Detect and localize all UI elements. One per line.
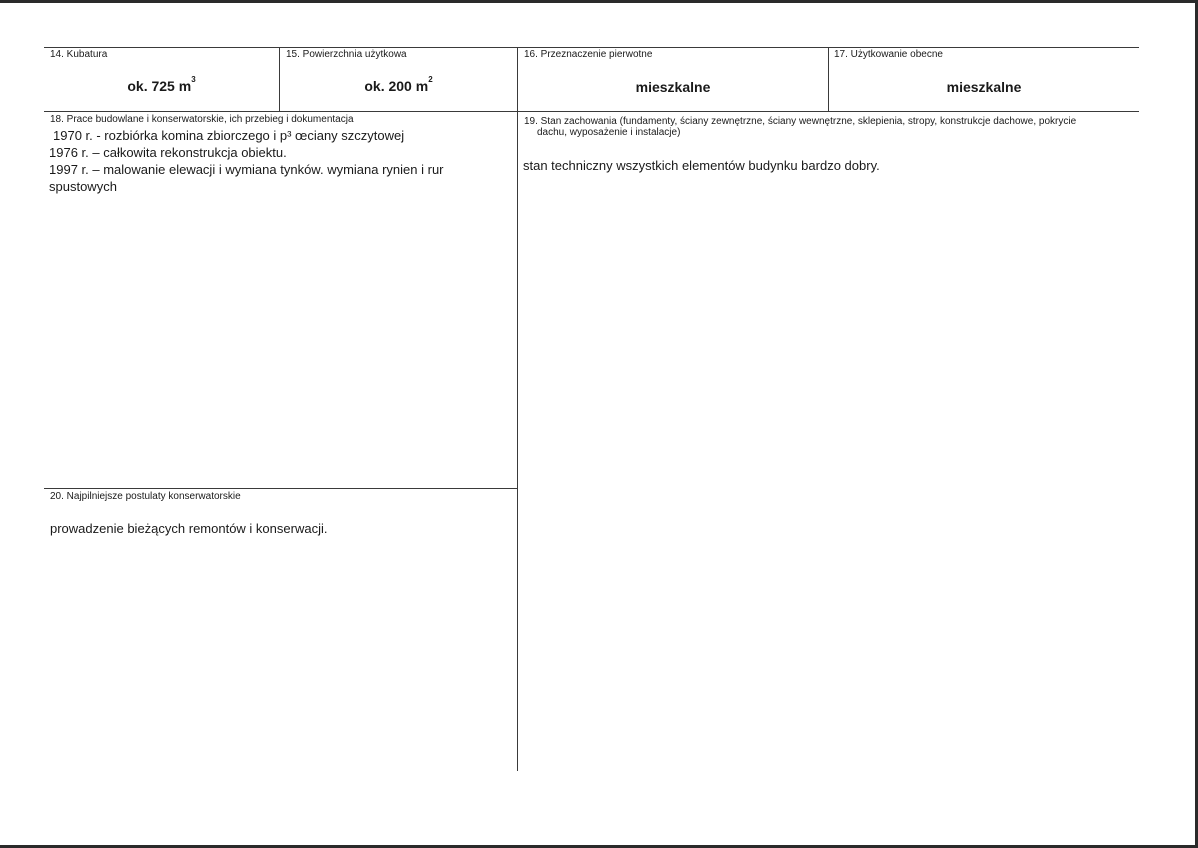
- field-14-value: [44, 75, 279, 94]
- field-20-value: prowadzenie bieżących remontów i konserwacji.: [50, 521, 328, 536]
- field-14-value-text: ok. 725 m: [127, 78, 192, 94]
- field-15-label: 15. Powierzchnia użytkowa: [286, 49, 407, 60]
- field-15-value-superscript: 2: [428, 75, 433, 84]
- field-15-value-text: ok. 200 m: [364, 78, 429, 94]
- field-17-label: 17. Użytkowanie obecne: [834, 49, 943, 60]
- field-19-label-line-1: 19. Stan zachowania (fundamenty, ściany zewnętrzne, ściany wewnętrzne, sklepienia, stropy, konstrukcje dachowe, pokrycie: [524, 116, 1077, 127]
- field-16-label: 16. Przeznaczenie pierwotne: [524, 49, 653, 60]
- field-20-top-rule: [44, 488, 517, 489]
- field-18-line-3: 1997 r. – malowanie elewacji i wymiana tynków. wymiana rynien i rur: [49, 162, 444, 177]
- row1-bottom-rule: [44, 111, 1139, 112]
- field-18-label: 18. Prace budowlane i konserwatorskie, ich przebieg i dokumentacja: [50, 114, 354, 125]
- field-20-label: 20. Najpilniejsze postulaty konserwatorskie: [50, 491, 241, 502]
- top-rule: [44, 47, 1139, 48]
- field-18-line-4: spustowych: [49, 179, 117, 194]
- field-15-value: [280, 75, 517, 94]
- field-18-line-1: 1970 r. - rozbiórka komina zbiorczego i p³ œciany szczytowej: [53, 128, 405, 143]
- field-19-label-line-2: dachu, wyposażenie i instalacje): [537, 127, 681, 138]
- field-17-value: mieszkalne: [946, 79, 1022, 95]
- field-19-value: stan techniczny wszystkich elementów budynku bardzo dobry.: [523, 158, 880, 173]
- field-14-label: 14. Kubatura: [50, 49, 108, 60]
- field-14-value-superscript: 3: [191, 75, 196, 84]
- divider-main: [517, 47, 518, 771]
- field-18-line-2: 1976 r. – całkowita rekonstrukcja obiektu.: [49, 145, 287, 160]
- scan-border-top: [0, 0, 1198, 3]
- field-16-value: mieszkalne: [635, 79, 711, 95]
